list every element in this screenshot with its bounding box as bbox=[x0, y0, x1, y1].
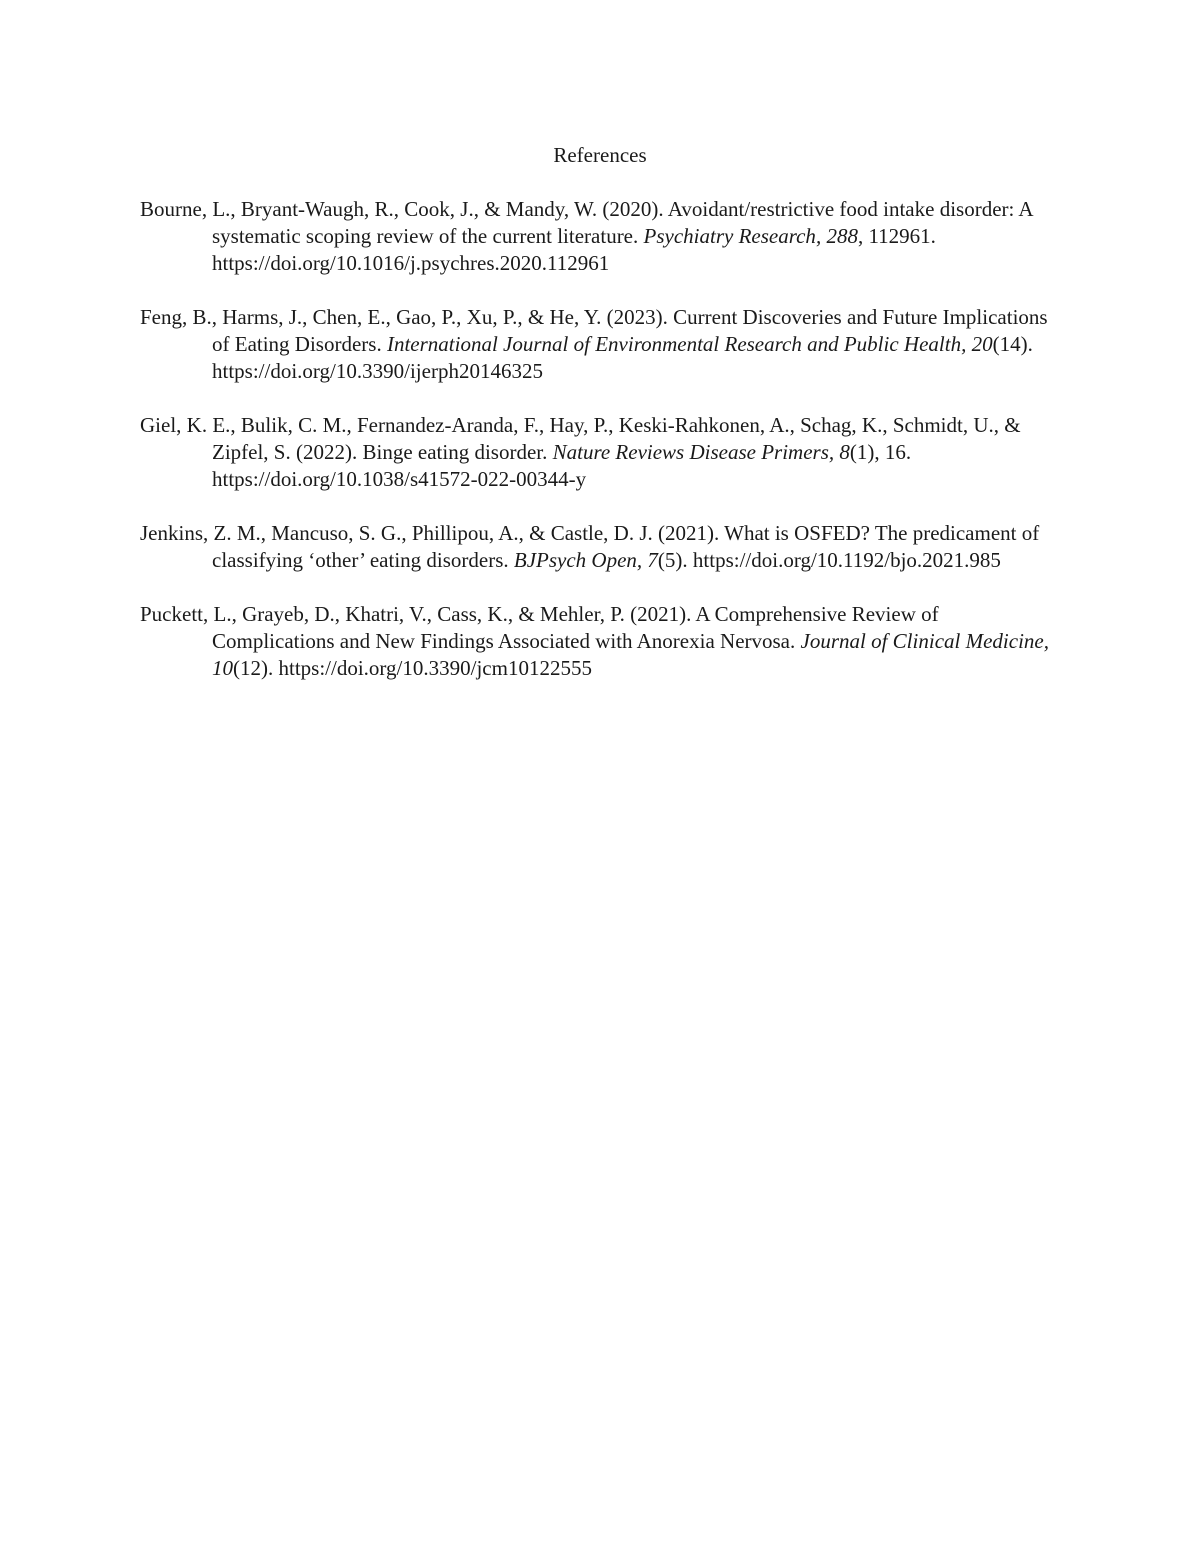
reference-text: Jenkins, Z. M., Mancuso, S. G., Phillipou, A., & Castle, D. J. (2021). What is OSFED? The predicament of classifying ‘other’ eating disorders. bbox=[140, 521, 1040, 572]
journal-volume: 10 bbox=[212, 656, 233, 680]
reference-tail: , 112961. https://doi.org/10.1016/j.psychres.2020.112961 bbox=[212, 224, 936, 275]
journal-name: Psychiatry Research bbox=[643, 224, 816, 248]
journal-volume: 8 bbox=[839, 440, 850, 464]
page-title: References bbox=[553, 143, 647, 167]
reference-tail: (14). https://doi.org/10.3390/ijerph20146325 bbox=[212, 332, 1033, 383]
journal-volume: 7 bbox=[647, 548, 658, 572]
reference-text: Bourne, L., Bryant-Waugh, R., Cook, J., & Mandy, W. (2020). Avoidant/restrictive food intake disorder: A systematic scoping review of the current literature. bbox=[140, 197, 1033, 248]
reference-entry bbox=[140, 601, 1065, 682]
journal-name: BJPsych Open bbox=[513, 548, 637, 572]
reference-text: Giel, K. E., Bulik, C. M., Fernandez-Aranda, F., Hay, P., Keski-Rahkonen, A., Schag, K., Schmidt, U., & Zipfel, S. (2022). Binge eating disorder. bbox=[140, 413, 1021, 464]
journal-separator: , bbox=[961, 332, 972, 356]
reference-tail: (12). https://doi.org/10.3390/jcm10122555 bbox=[233, 656, 592, 680]
reference-entry bbox=[140, 196, 1065, 277]
journal-separator: , bbox=[815, 224, 827, 248]
reference-entry bbox=[140, 520, 1065, 574]
journal-separator: , bbox=[828, 440, 840, 464]
journal-name: Journal of Clinical Medicine bbox=[800, 629, 1044, 653]
reference-list bbox=[140, 196, 1065, 709]
reference-text: Puckett, L., Grayeb, D., Khatri, V., Cass, K., & Mehler, P. (2021). A Comprehensive Review of Complications and New Findings Associated with Anorexia Nervosa. bbox=[140, 602, 939, 653]
reference-text: Feng, B., Harms, J., Chen, E., Gao, P., Xu, P., & He, Y. (2023). Current Discoveries and Future Implications of Eating Disorders. bbox=[140, 305, 1048, 356]
reference-tail: (5). https://doi.org/10.1192/bjo.2021.985 bbox=[657, 548, 1001, 572]
reference-tail: (1), 16. https://doi.org/10.1038/s41572-022-00344-y bbox=[212, 440, 912, 491]
journal-volume: 288 bbox=[826, 224, 858, 248]
journal-name: International Journal of Environmental Research and Public Health bbox=[386, 332, 962, 356]
reference-entry bbox=[140, 304, 1065, 385]
reference-entry bbox=[140, 412, 1065, 493]
journal-volume: 20 bbox=[971, 332, 993, 356]
journal-name: Nature Reviews Disease Primers bbox=[552, 440, 829, 464]
journal-separator: , bbox=[636, 548, 648, 572]
journal-separator: , bbox=[1043, 629, 1049, 653]
